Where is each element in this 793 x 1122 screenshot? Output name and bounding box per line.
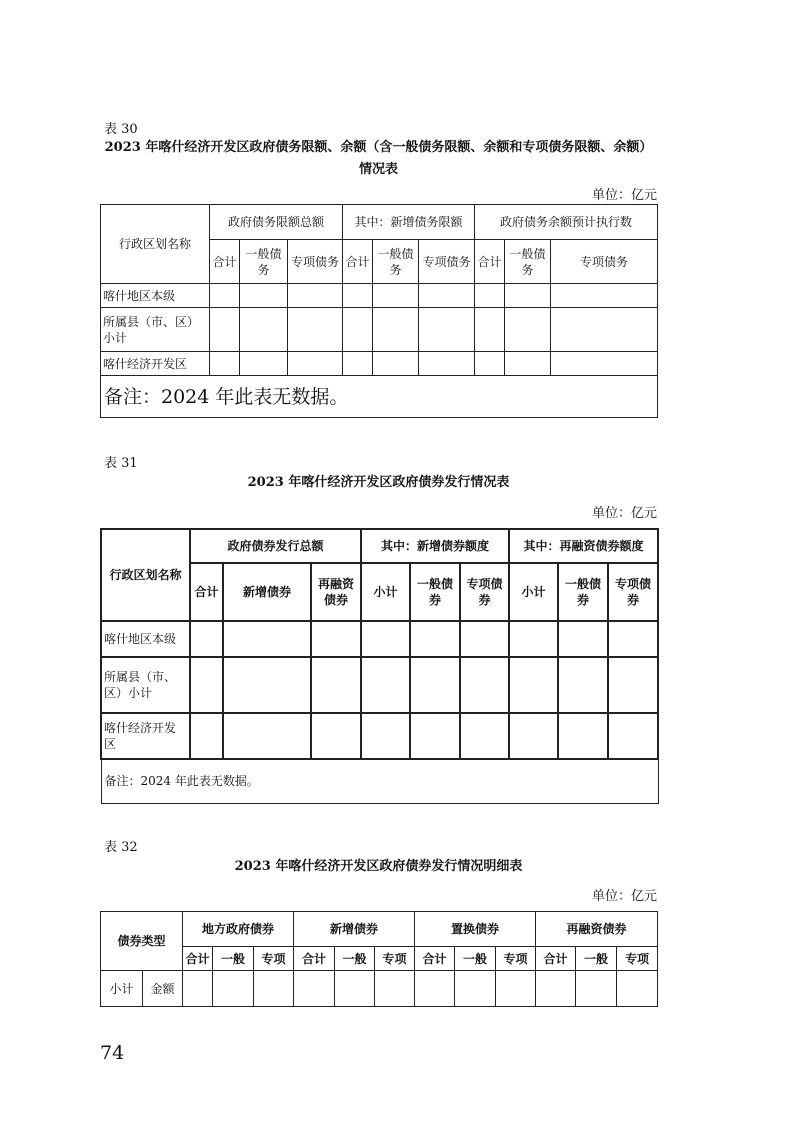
t32-sub: 专项 [496, 947, 536, 971]
t30-sub-general: 一般债务 [505, 240, 551, 284]
t31-row-label: 所属县（市、区）小计 [101, 657, 190, 713]
t32-sub: 合计 [415, 947, 455, 971]
t32-sub: 合计 [536, 947, 576, 971]
t31-sub: 再融资债券 [311, 563, 361, 621]
t32-sub: 合计 [183, 947, 213, 971]
t31-sub: 一般债券 [410, 563, 460, 621]
table-row [101, 352, 658, 376]
t31-header-group2: 其中：新增债券额度 [361, 529, 509, 563]
t31-sub: 一般债券 [558, 563, 608, 621]
t32-row-subtotal: 小计 [101, 971, 143, 1007]
table31-title: 2023 年喀什经济开发区政府债券发行情况表 [247, 475, 510, 490]
table30-title [100, 137, 657, 181]
t32-header-group: 地方政府债券 [183, 912, 294, 947]
t30-sub-special: 专项债务 [551, 240, 658, 284]
table31-unit: 单位：亿元 [591, 506, 657, 521]
t32-header-type: 债券类型 [101, 912, 183, 971]
t32-header-group: 置换债券 [415, 912, 536, 947]
table30-unit: 单位：亿元 [591, 188, 657, 203]
t31-header-region: 行政区划名称 [101, 529, 190, 621]
table31 [100, 528, 659, 804]
table-row [101, 657, 658, 713]
t30-sub-general: 一般债务 [373, 240, 419, 284]
page-number: 74 [100, 1042, 125, 1064]
t32-sub: 一般 [576, 947, 617, 971]
t30-header-group2: 其中：新增债务限额 [343, 205, 475, 240]
t32-sub: 专项 [254, 947, 294, 971]
table30 [100, 204, 658, 418]
table-row [101, 621, 658, 657]
table32 [100, 911, 658, 1007]
t32-header-group: 再融资债券 [536, 912, 658, 947]
t32-sub: 一般 [213, 947, 254, 971]
table31-label: 表 31 [104, 456, 138, 471]
t30-row-label: 喀什地区本级 [101, 284, 210, 308]
t30-sub-special: 专项债务 [288, 240, 343, 284]
t31-header-group1: 政府债券发行总额 [190, 529, 361, 563]
t32-sub: 专项 [375, 947, 415, 971]
t32-sub: 合计 [294, 947, 335, 971]
table30-title-line2: 情况表 [358, 162, 398, 177]
table32-label: 表 32 [104, 840, 138, 855]
table-row [101, 713, 658, 759]
t31-header-group3: 其中：再融资债券额度 [509, 529, 658, 563]
table32-unit: 单位：亿元 [591, 889, 657, 904]
t31-sub: 小计 [509, 563, 558, 621]
t31-sub: 专项债券 [460, 563, 509, 621]
t30-sub-total: 合计 [343, 240, 373, 284]
t30-row-label: 喀什经济开发区 [101, 352, 210, 376]
table30-title-line1: 2023 年喀什经济开发区政府债务限额、余额（含一般债务限额、余额和专项债务限额、余额） [104, 140, 653, 155]
t30-header-region: 行政区划名称 [101, 205, 210, 284]
table30-label: 表 30 [104, 122, 138, 137]
t30-header-group1: 政府债务限额总额 [210, 205, 343, 240]
t30-note: 备注：2024 年此表无数据。 [101, 376, 658, 418]
t30-sub-special: 专项债务 [419, 240, 475, 284]
t32-sub: 专项 [617, 947, 658, 971]
table-row [101, 308, 658, 352]
t31-sub: 新增债券 [223, 563, 311, 621]
table-row [101, 284, 658, 308]
t30-header-group3: 政府债务余额预计执行数 [475, 205, 658, 240]
t32-sub: 一般 [455, 947, 496, 971]
t30-sub-total: 合计 [210, 240, 240, 284]
table32-title: 2023 年喀什经济开发区政府债券发行情况明细表 [234, 859, 523, 874]
t31-note: 备注：2024 年此表无数据。 [101, 759, 658, 803]
t32-sub: 一般 [335, 947, 375, 971]
t31-sub: 合计 [190, 563, 223, 621]
t30-row-label: 所属县（市、区）小计 [101, 308, 210, 352]
t32-header-group: 新增债券 [294, 912, 415, 947]
t31-row-label: 喀什经济开发区 [101, 713, 190, 759]
t31-sub: 专项债券 [608, 563, 658, 621]
t31-row-label: 喀什地区本级 [101, 621, 190, 657]
table-row [101, 971, 658, 1007]
t30-sub-total: 合计 [475, 240, 505, 284]
t32-row-amount: 金额 [143, 971, 183, 1007]
t31-sub: 小计 [361, 563, 410, 621]
t30-sub-general: 一般债务 [240, 240, 288, 284]
